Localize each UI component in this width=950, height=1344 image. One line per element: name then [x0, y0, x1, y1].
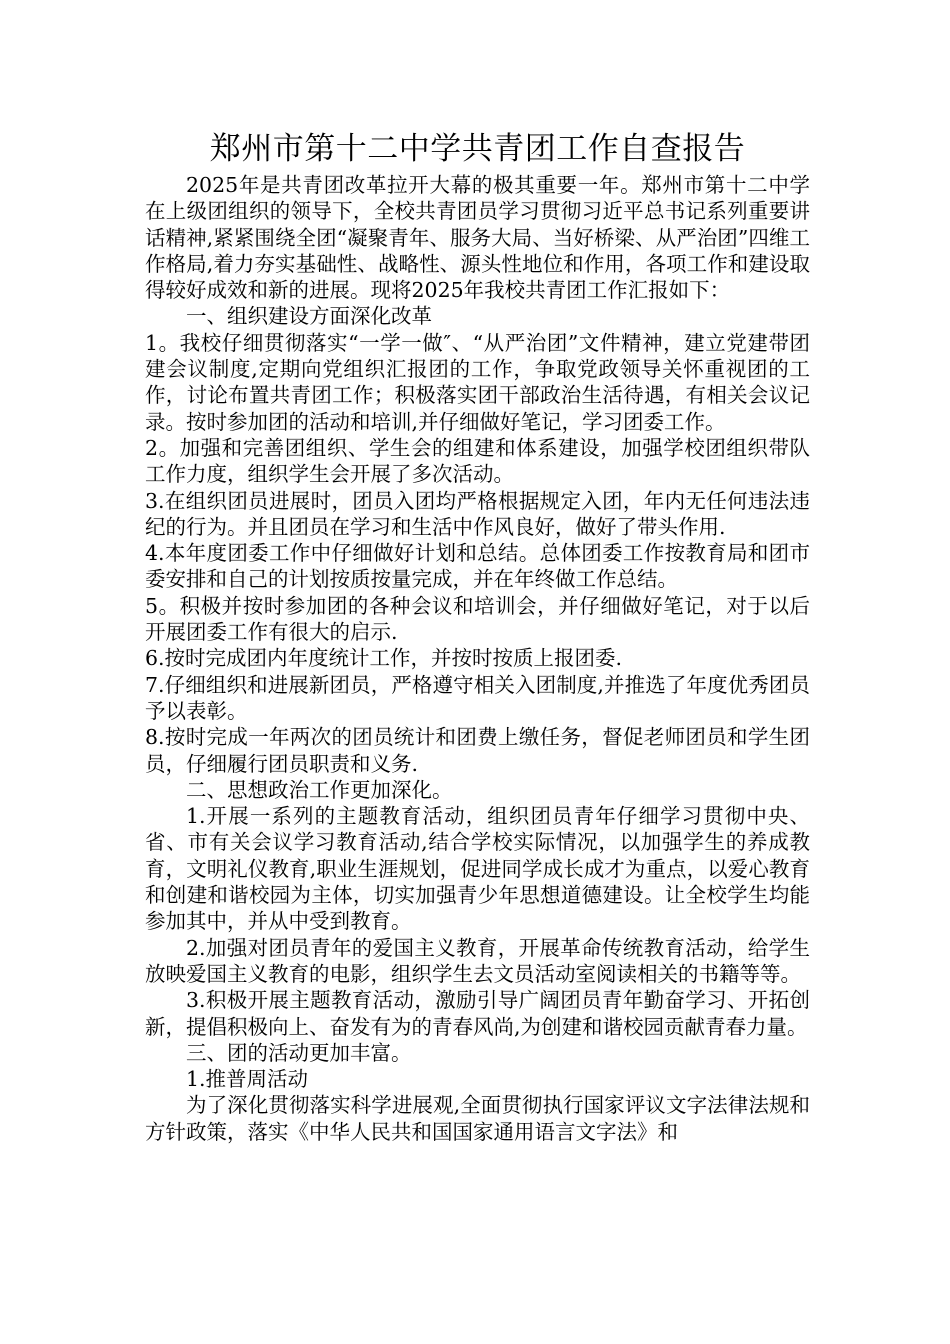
subsection-heading-3-1: 1.推普周活动 [186, 1067, 309, 1092]
paragraph-politics-2: 2.加强对团员青年的爱国主义教育，开展革命传统教育活动，给学生放映爱国主义教育的电影，组织学生去文员活动室阅读相关的书籍等等。 [145, 935, 810, 986]
paragraph-org-1: 1。我校仔细贯彻落实“一学一做″、“从严治团”文件精神，建立党建带团建会议制度,定期向党组织汇报团的工作，争取党政领导关怀重视团的工作，讨论布置共青团工作；积极落实团干部政治生活待遇，有相关会议记录。按时参加团的活动和培训,并仔细做好笔记，学习团委工作。 [145, 330, 810, 434]
paragraph-org-4: 4.本年度团委工作中仔细做好计划和总结。总体团委工作按教育局和团市委安排和自己的计划按质按量完成，并在年终做工作总结。 [145, 541, 810, 592]
section-heading-2: 二、思想政治工作更加深化。 [186, 777, 453, 802]
paragraph-org-8: 8.按时完成一年两次的团员统计和团费上缴任务，督促老师团员和学生团员，仔细履行团员职责和义务. [145, 725, 810, 776]
document-title: 郑州市第十二中学共青团工作自查报告 [209, 131, 746, 167]
paragraph-org-6: 6.按时完成团内年度统计工作，并按时按质上报团委. [145, 646, 623, 671]
paragraph-org-5: 5。积极并按时参加团的各种会议和培训会，并仔细做好笔记，对于以后开展团委工作有很大的启示. [145, 593, 810, 645]
document-body [145, 172, 810, 1145]
paragraph-org-3: 3.在组织团员进展时，团员入团均严格根据规定入团，年内无任何违法违纪的行为。并且团员在学习和生活中作风良好，做好了带头作用. [145, 488, 810, 539]
section-heading-1: 一、组织建设方面深化改革 [186, 304, 432, 329]
section-heading-3: 三、团的活动更加丰富。 [186, 1040, 412, 1065]
paragraph-intro: 2025年是共青团改革拉开大幕的极其重要一年。郑州市第十二中学在上级团组织的领导下，全校共青团员学习贯彻习近平总书记系列重要讲话精神,紧紧围绕全团“凝聚青年、服务大局、当好桥梁、从严治团”四维工作格局,着力夯实基础性、战略性、源头性地位和作用，各项工作和建设取得较好成效和新的进展。现将2025年我校共青团工作汇报如下： [145, 173, 810, 303]
paragraph-org-2: 2。加强和完善团组织、学生会的组建和体系建设，加强学校团组织带队工作力度，组织学生会开展了多次活动。 [145, 435, 810, 487]
paragraph-activities-1: 为了深化贯彻落实科学进展观,全面贯彻执行国家评议文字法律法规和方针政策，落实《中华人民共和国国家通用语言文字法》和 [145, 1093, 810, 1144]
paragraph-politics-1: 1.开展一系列的主题教育活动，组织团员青年仔细学习贯彻中央、省、市有关会议学习教育活动,结合学校实际情况，以加强学生的养成教育，文明礼仪教育,职业生涯规划，促进同学成长成才为重点，以爱心教育和创建和谐校园为主体，切实加强青少年思想道德建设。让全校学生均能参加其中，并从中受到教育。 [145, 804, 810, 934]
paragraph-org-7: 7.仔细组织和进展新团员，严格遵守相关入团制度,并推选了年度优秀团员予以表彰。 [145, 672, 810, 723]
paragraph-politics-3: 3.积极开展主题教育活动，激励引导广阔团员青年勤奋学习、开拓创新，提倡积极向上、奋发有为的青春风尚,为创建和谐校园贡献青春力量。 [145, 988, 810, 1039]
